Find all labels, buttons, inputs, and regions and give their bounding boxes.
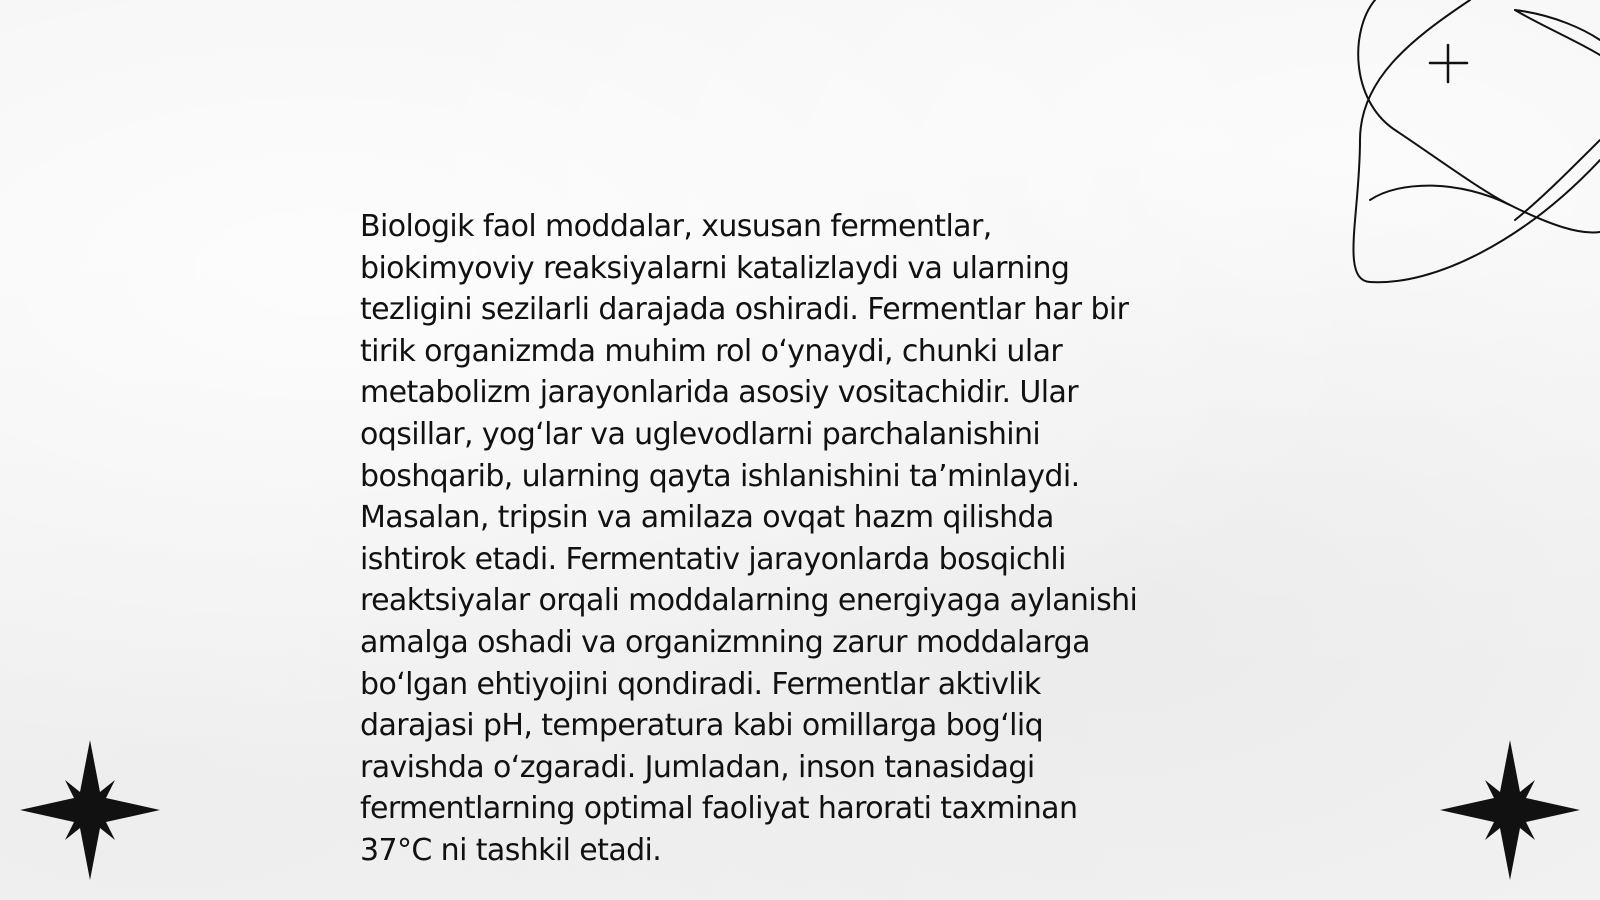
body-paragraph: Biologik faol moddalar, xususan fermentlar, biokimyoviy reaksiyalarni katalizlaydi va ularning tezligini sezilarli darajada oshiradi. Fermentlar har bir tirik organizmda muhim rol oʻynaydi, chunki ular metabolizm jarayonlarida asosiy vositachidir. Ular oqsillar, yogʻlar va uglevodlarni parchalanishini boshqarib, ularning qayta ishlanishini taʼminlaydi. Masalan, tripsin va amilaza ovqat hazm qilishda ishtirok etadi. Fermentativ jarayonlarda bosqichli reaktsiyalar orqali moddalarning energiyaga aylanishi amalga oshadi va organizmning zarur moddalarga boʻlgan ehtiyojini qondiradi. Fermentlar aktivlik darajasi pH, temperatura kabi omillarga bogʻliq ravishda oʻzgaradi. Jumladan, inson tanasidagi fermentlarning optimal faoliyat harorati taxminan 37°C ni tashkil etadi. — [360, 209, 1138, 868]
four-point-star-icon — [1440, 740, 1580, 880]
orbit-lines-icon — [1340, 0, 1600, 290]
four-point-star-icon — [20, 740, 160, 880]
